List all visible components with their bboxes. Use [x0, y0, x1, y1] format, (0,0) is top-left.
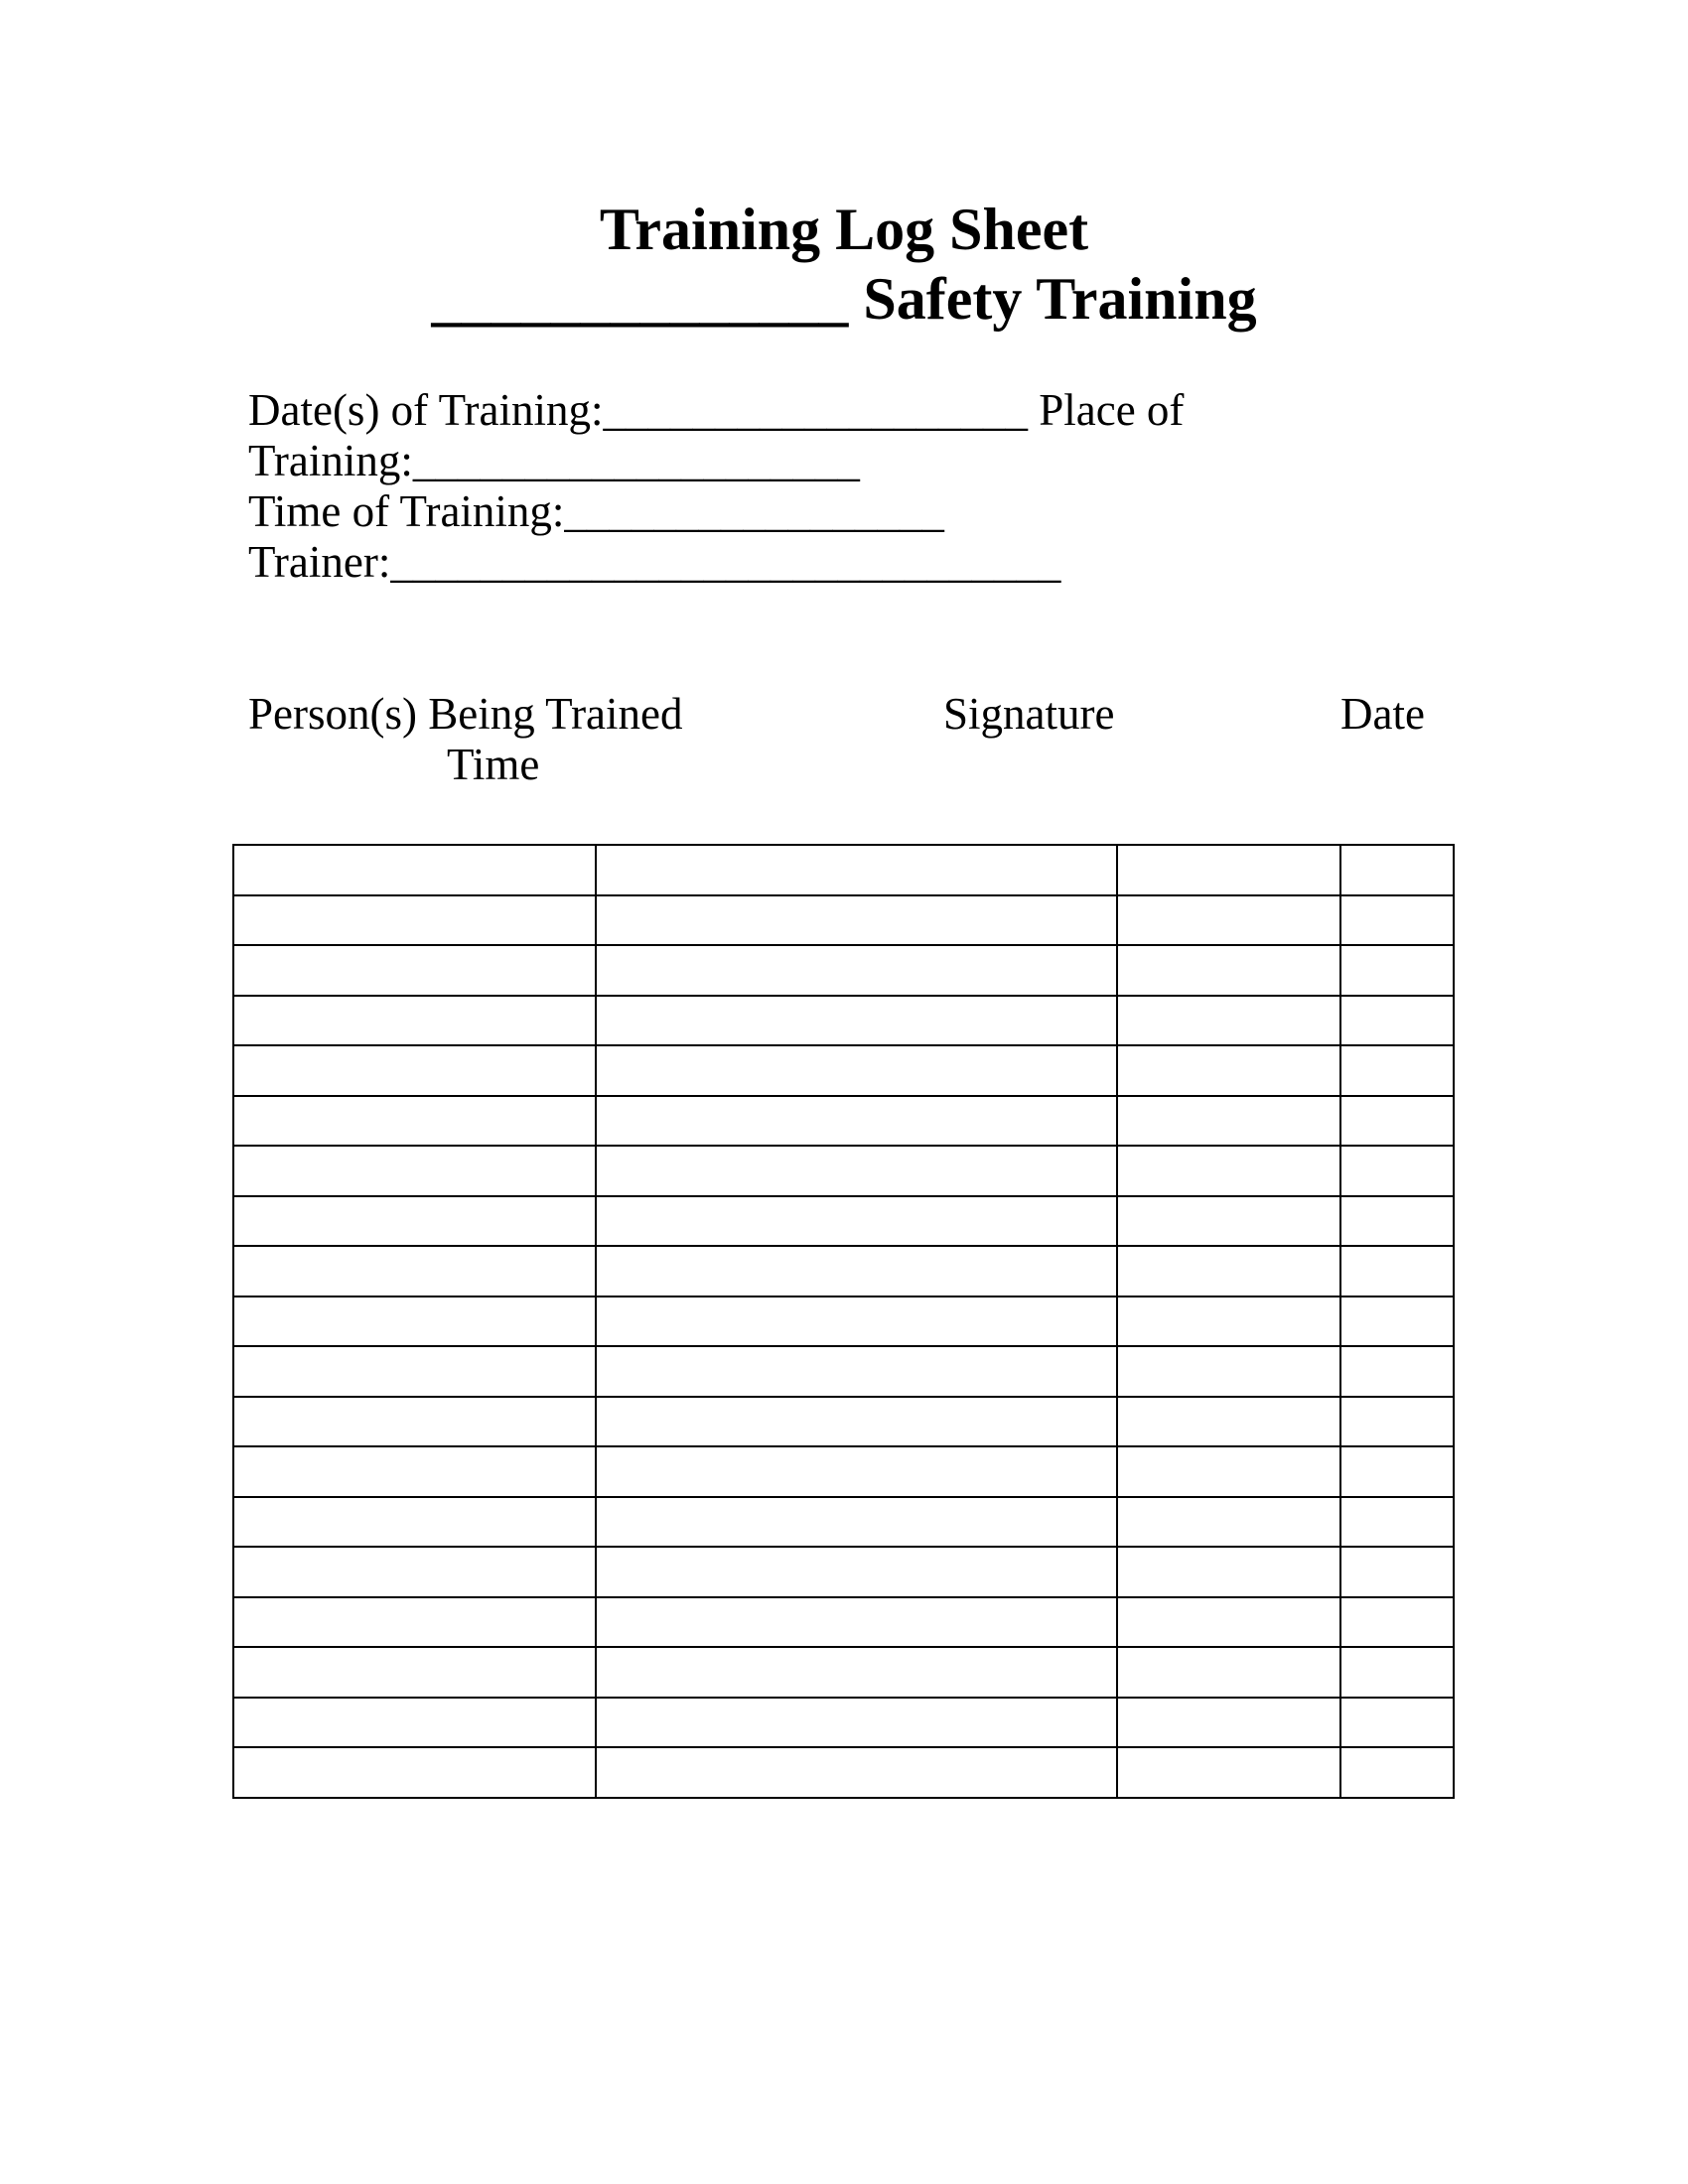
signature-cell[interactable]	[596, 1045, 1117, 1096]
time-cell[interactable]	[1340, 996, 1454, 1046]
column-header-persons: Person(s) Being Trained	[248, 689, 683, 739]
date-cell[interactable]	[1117, 1045, 1340, 1096]
person-cell[interactable]	[233, 1547, 596, 1597]
signature-cell[interactable]	[596, 1246, 1117, 1297]
table-row	[233, 1497, 1454, 1548]
table-row	[233, 1196, 1454, 1247]
table-row	[233, 1297, 1454, 1347]
time-cell[interactable]	[1340, 1096, 1454, 1147]
table-row	[233, 1096, 1454, 1147]
time-cell[interactable]	[1340, 1747, 1454, 1798]
time-cell[interactable]	[1340, 1547, 1454, 1597]
column-header-date: Date	[1340, 689, 1425, 739]
signature-cell[interactable]	[596, 1096, 1117, 1147]
table-row	[233, 1397, 1454, 1447]
time-cell[interactable]	[1340, 1698, 1454, 1748]
date-cell[interactable]	[1117, 996, 1340, 1046]
time-cell[interactable]	[1340, 1346, 1454, 1397]
person-cell[interactable]	[233, 1597, 596, 1648]
signature-cell[interactable]	[596, 1597, 1117, 1648]
column-header-time: Time	[447, 740, 540, 789]
person-cell[interactable]	[233, 1497, 596, 1548]
training-log-table	[232, 844, 1455, 1799]
time-cell[interactable]	[1340, 1196, 1454, 1247]
signature-cell[interactable]	[596, 1297, 1117, 1347]
person-cell[interactable]	[233, 945, 596, 996]
table-row	[233, 945, 1454, 996]
table-row	[233, 895, 1454, 946]
date-cell[interactable]	[1117, 1446, 1340, 1497]
column-header-signature: Signature	[943, 689, 1115, 739]
person-cell[interactable]	[233, 1196, 596, 1247]
signature-cell[interactable]	[596, 1698, 1117, 1748]
person-cell[interactable]	[233, 845, 596, 895]
person-cell[interactable]	[233, 1096, 596, 1147]
table-row	[233, 1346, 1454, 1397]
time-cell[interactable]	[1340, 1146, 1454, 1196]
table-row	[233, 1747, 1454, 1798]
table-row	[233, 1146, 1454, 1196]
date-cell[interactable]	[1117, 1497, 1340, 1548]
table-row	[233, 1698, 1454, 1748]
date-cell[interactable]	[1117, 1747, 1340, 1798]
person-cell[interactable]	[233, 1045, 596, 1096]
time-cell[interactable]	[1340, 1297, 1454, 1347]
time-cell[interactable]	[1340, 945, 1454, 996]
signature-cell[interactable]	[596, 1446, 1117, 1497]
signature-cell[interactable]	[596, 945, 1117, 996]
date-cell[interactable]	[1117, 895, 1340, 946]
time-cell[interactable]	[1340, 1397, 1454, 1447]
table-row	[233, 845, 1454, 895]
table-row	[233, 1597, 1454, 1648]
trainer-field[interactable]: Trainer:______________________________	[248, 537, 1061, 587]
person-cell[interactable]	[233, 1446, 596, 1497]
date-cell[interactable]	[1117, 1547, 1340, 1597]
signature-cell[interactable]	[596, 1146, 1117, 1196]
signature-cell[interactable]	[596, 1647, 1117, 1698]
signature-cell[interactable]	[596, 996, 1117, 1046]
table-row	[233, 996, 1454, 1046]
person-cell[interactable]	[233, 1397, 596, 1447]
training-log-body	[233, 845, 1454, 1798]
date-cell[interactable]	[1117, 1597, 1340, 1648]
time-cell[interactable]	[1340, 1497, 1454, 1548]
signature-cell[interactable]	[596, 1196, 1117, 1247]
date-cell[interactable]	[1117, 1297, 1340, 1347]
person-cell[interactable]	[233, 1297, 596, 1347]
time-cell[interactable]	[1340, 1045, 1454, 1096]
table-row	[233, 1647, 1454, 1698]
table-row	[233, 1246, 1454, 1297]
date-cell[interactable]	[1117, 845, 1340, 895]
signature-cell[interactable]	[596, 895, 1117, 946]
table-row	[233, 1045, 1454, 1096]
page-title: Training Log Sheet	[599, 197, 1089, 262]
time-cell[interactable]	[1340, 1246, 1454, 1297]
page-subtitle: ______________ Safety Training	[431, 266, 1257, 332]
time-cell[interactable]	[1340, 845, 1454, 895]
person-cell[interactable]	[233, 1146, 596, 1196]
date-cell[interactable]	[1117, 945, 1340, 996]
date-cell[interactable]	[1117, 1096, 1340, 1147]
person-cell[interactable]	[233, 1747, 596, 1798]
time-cell[interactable]	[1340, 1647, 1454, 1698]
person-cell[interactable]	[233, 1346, 596, 1397]
date-cell[interactable]	[1117, 1246, 1340, 1297]
date-cell[interactable]	[1117, 1196, 1340, 1247]
training-dates-place-field[interactable]: Date(s) of Training:___________________ Place of	[248, 385, 1185, 435]
training-time-field[interactable]: Time of Training:_________________	[248, 486, 944, 536]
date-cell[interactable]	[1117, 1146, 1340, 1196]
signature-cell[interactable]	[596, 1346, 1117, 1397]
signature-cell[interactable]	[596, 845, 1117, 895]
time-cell[interactable]	[1340, 1446, 1454, 1497]
date-cell[interactable]	[1117, 1698, 1340, 1748]
table-row	[233, 1547, 1454, 1597]
person-cell[interactable]	[233, 1647, 596, 1698]
time-cell[interactable]	[1340, 1597, 1454, 1648]
person-cell[interactable]	[233, 895, 596, 946]
signature-cell[interactable]	[596, 1397, 1117, 1447]
person-cell[interactable]	[233, 1698, 596, 1748]
training-place-field[interactable]: Training:____________________	[248, 436, 860, 485]
person-cell[interactable]	[233, 1246, 596, 1297]
date-cell[interactable]	[1117, 1397, 1340, 1447]
date-cell[interactable]	[1117, 1346, 1340, 1397]
table-row	[233, 1446, 1454, 1497]
person-cell[interactable]	[233, 996, 596, 1046]
signature-cell[interactable]	[596, 1497, 1117, 1548]
time-cell[interactable]	[1340, 895, 1454, 946]
signature-cell[interactable]	[596, 1747, 1117, 1798]
signature-cell[interactable]	[596, 1547, 1117, 1597]
date-cell[interactable]	[1117, 1647, 1340, 1698]
